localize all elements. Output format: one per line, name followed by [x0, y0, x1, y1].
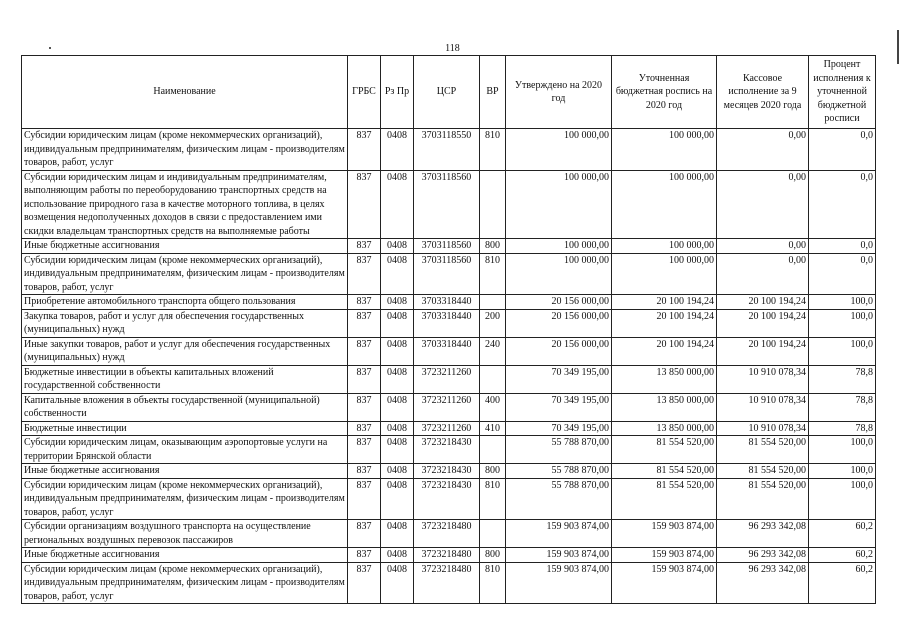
scan-edge-mark	[897, 30, 899, 64]
cell-approved: 159 903 874,00	[506, 520, 612, 548]
cell-revised: 13 850 000,00	[612, 365, 717, 393]
cell-revised: 100 000,00	[612, 253, 717, 295]
cell-rzpr: 0408	[381, 393, 414, 421]
cell-name: Субсидии организациям воздушного транспорта на осуществление региональных воздушных перевозок пассажиров	[22, 520, 348, 548]
table-row	[22, 393, 876, 421]
cell-csr: 3703318440	[414, 309, 480, 337]
cell-approved: 100 000,00	[506, 253, 612, 295]
cell-approved: 159 903 874,00	[506, 562, 612, 604]
cell-name: Иные бюджетные ассигнования	[22, 239, 348, 254]
cell-rzpr: 0408	[381, 421, 414, 436]
table-row	[22, 253, 876, 295]
cell-name: Субсидии юридическим лицам (кроме некоммерческих организаций), индивидуальным предпринимателям, физическим лицам - производителям товаров, работ, услуг	[22, 562, 348, 604]
cell-percent: 0,0	[809, 129, 876, 171]
cell-grbs: 837	[348, 520, 381, 548]
cell-executed: 96 293 342,08	[717, 548, 809, 563]
table-header-row	[22, 56, 876, 129]
cell-percent: 100,0	[809, 337, 876, 365]
table-row	[22, 365, 876, 393]
cell-name: Субсидии юридическим лицам (кроме некоммерческих организаций), индивидуальным предпринимателям, физическим лицам - производителям товаров, работ, услуг	[22, 478, 348, 520]
cell-executed: 96 293 342,08	[717, 562, 809, 604]
cell-revised: 81 554 520,00	[612, 436, 717, 464]
cell-percent: 60,2	[809, 520, 876, 548]
cell-grbs: 837	[348, 464, 381, 479]
cell-revised: 20 100 194,24	[612, 337, 717, 365]
cell-rzpr: 0408	[381, 464, 414, 479]
cell-grbs: 837	[348, 421, 381, 436]
cell-percent: 78,8	[809, 393, 876, 421]
cell-approved: 70 349 195,00	[506, 365, 612, 393]
table-row	[22, 436, 876, 464]
cell-revised: 159 903 874,00	[612, 562, 717, 604]
cell-grbs: 837	[348, 253, 381, 295]
cell-grbs: 837	[348, 170, 381, 239]
cell-executed: 10 910 078,34	[717, 421, 809, 436]
cell-rzpr: 0408	[381, 309, 414, 337]
cell-name: Иные бюджетные ассигнования	[22, 464, 348, 479]
cell-csr: 3703118550	[414, 129, 480, 171]
cell-executed: 20 100 194,24	[717, 295, 809, 310]
cell-executed: 81 554 520,00	[717, 464, 809, 479]
cell-percent: 100,0	[809, 464, 876, 479]
cell-grbs: 837	[348, 365, 381, 393]
table-row	[22, 295, 876, 310]
cell-approved: 55 788 870,00	[506, 478, 612, 520]
cell-grbs: 837	[348, 295, 381, 310]
cell-csr: 3723211260	[414, 421, 480, 436]
table-row	[22, 548, 876, 563]
cell-grbs: 837	[348, 548, 381, 563]
cell-csr: 3703318440	[414, 337, 480, 365]
header-vr: ВР	[480, 56, 506, 129]
cell-name: Приобретение автомобильного транспорта общего пользования	[22, 295, 348, 310]
cell-percent: 100,0	[809, 309, 876, 337]
cell-csr: 3723218480	[414, 562, 480, 604]
cell-grbs: 837	[348, 239, 381, 254]
cell-executed: 96 293 342,08	[717, 520, 809, 548]
cell-csr: 3723218430	[414, 436, 480, 464]
cell-name: Субсидии юридическим лицам и индивидуальным предпринимателям, выполняющим работы по переоборудованию транспортных средств на использование природного газа в качестве моторного топлива, в целях возмещения недополученных доходов в связи с предоставлением ими скидки владельцам транспортных средств на выполняемые работы	[22, 170, 348, 239]
budget-table	[21, 55, 876, 604]
cell-csr: 3723218480	[414, 520, 480, 548]
cell-executed: 20 100 194,24	[717, 309, 809, 337]
cell-vr	[480, 436, 506, 464]
cell-rzpr: 0408	[381, 170, 414, 239]
cell-approved: 55 788 870,00	[506, 464, 612, 479]
cell-executed: 10 910 078,34	[717, 393, 809, 421]
cell-executed: 20 100 194,24	[717, 337, 809, 365]
cell-executed: 0,00	[717, 129, 809, 171]
cell-name: Иные закупки товаров, работ и услуг для обеспечения государственных (муниципальных) нужд	[22, 337, 348, 365]
table-row	[22, 337, 876, 365]
cell-vr: 240	[480, 337, 506, 365]
cell-approved: 20 156 000,00	[506, 309, 612, 337]
cell-csr: 3723218480	[414, 548, 480, 563]
header-name: Наименование	[22, 56, 348, 129]
cell-percent: 100,0	[809, 478, 876, 520]
cell-percent: 100,0	[809, 295, 876, 310]
cell-approved: 70 349 195,00	[506, 393, 612, 421]
cell-revised: 20 100 194,24	[612, 295, 717, 310]
cell-name: Бюджетные инвестиции	[22, 421, 348, 436]
header-csr: ЦСР	[414, 56, 480, 129]
page-number: 118	[445, 43, 460, 54]
header-percent: Процент исполнения к уточненной бюджетной росписи	[809, 56, 876, 129]
cell-vr	[480, 365, 506, 393]
cell-revised: 81 554 520,00	[612, 478, 717, 520]
cell-csr: 3703118560	[414, 253, 480, 295]
cell-percent: 0,0	[809, 239, 876, 254]
cell-revised: 159 903 874,00	[612, 520, 717, 548]
cell-name: Закупка товаров, работ и услуг для обеспечения государственных (муниципальных) нужд	[22, 309, 348, 337]
table-row	[22, 464, 876, 479]
cell-approved: 100 000,00	[506, 129, 612, 171]
cell-rzpr: 0408	[381, 129, 414, 171]
cell-vr: 810	[480, 129, 506, 171]
cell-csr: 3703118560	[414, 170, 480, 239]
cell-approved: 100 000,00	[506, 170, 612, 239]
cell-percent: 78,8	[809, 365, 876, 393]
cell-vr: 800	[480, 464, 506, 479]
table-row	[22, 239, 876, 254]
cell-vr: 810	[480, 562, 506, 604]
cell-percent: 78,8	[809, 421, 876, 436]
cell-csr: 3723218430	[414, 464, 480, 479]
cell-revised: 13 850 000,00	[612, 393, 717, 421]
cell-vr	[480, 295, 506, 310]
cell-approved: 70 349 195,00	[506, 421, 612, 436]
cell-vr: 810	[480, 253, 506, 295]
cell-vr	[480, 520, 506, 548]
header-executed: Кассовое исполнение за 9 месяцев 2020 года	[717, 56, 809, 129]
cell-approved: 20 156 000,00	[506, 295, 612, 310]
cell-revised: 13 850 000,00	[612, 421, 717, 436]
cell-rzpr: 0408	[381, 295, 414, 310]
cell-executed: 0,00	[717, 253, 809, 295]
cell-executed: 0,00	[717, 239, 809, 254]
cell-name: Бюджетные инвестиции в объекты капитальных вложений государственной собственности	[22, 365, 348, 393]
cell-revised: 20 100 194,24	[612, 309, 717, 337]
cell-vr: 400	[480, 393, 506, 421]
cell-approved: 159 903 874,00	[506, 548, 612, 563]
cell-rzpr: 0408	[381, 253, 414, 295]
table-row	[22, 421, 876, 436]
cell-vr: 810	[480, 478, 506, 520]
cell-grbs: 837	[348, 129, 381, 171]
cell-grbs: 837	[348, 562, 381, 604]
cell-percent: 100,0	[809, 436, 876, 464]
cell-grbs: 837	[348, 436, 381, 464]
cell-vr: 800	[480, 548, 506, 563]
cell-revised: 81 554 520,00	[612, 464, 717, 479]
cell-rzpr: 0408	[381, 520, 414, 548]
cell-name: Капитальные вложения в объекты государственной (муниципальной) собственности	[22, 393, 348, 421]
cell-name: Субсидии юридическим лицам, оказывающим аэропортовые услуги на территории Брянской области	[22, 436, 348, 464]
cell-rzpr: 0408	[381, 365, 414, 393]
cell-executed: 0,00	[717, 170, 809, 239]
cell-rzpr: 0408	[381, 239, 414, 254]
table-row	[22, 170, 876, 239]
cell-approved: 55 788 870,00	[506, 436, 612, 464]
cell-csr: 3703318440	[414, 295, 480, 310]
cell-rzpr: 0408	[381, 478, 414, 520]
cell-csr: 3723211260	[414, 365, 480, 393]
cell-executed: 81 554 520,00	[717, 436, 809, 464]
header-revised: Уточненная бюджетная роспись на 2020 год	[612, 56, 717, 129]
table-row	[22, 309, 876, 337]
cell-csr: 3703118560	[414, 239, 480, 254]
cell-revised: 100 000,00	[612, 129, 717, 171]
cell-percent: 0,0	[809, 170, 876, 239]
cell-rzpr: 0408	[381, 548, 414, 563]
cell-grbs: 837	[348, 393, 381, 421]
cell-name: Субсидии юридическим лицам (кроме некоммерческих организаций), индивидуальным предпринимателям, физическим лицам - производителям товаров, работ, услуг	[22, 129, 348, 171]
header-grbs: ГРБС	[348, 56, 381, 129]
cell-executed: 81 554 520,00	[717, 478, 809, 520]
table-row	[22, 562, 876, 604]
cell-grbs: 837	[348, 478, 381, 520]
cell-vr	[480, 170, 506, 239]
header-rzpr: Рз Пр	[381, 56, 414, 129]
cell-rzpr: 0408	[381, 436, 414, 464]
cell-csr: 3723218430	[414, 478, 480, 520]
cell-revised: 100 000,00	[612, 170, 717, 239]
cell-revised: 159 903 874,00	[612, 548, 717, 563]
cell-grbs: 837	[348, 337, 381, 365]
cell-approved: 20 156 000,00	[506, 337, 612, 365]
cell-percent: 60,2	[809, 548, 876, 563]
cell-executed: 10 910 078,34	[717, 365, 809, 393]
header-approved: Утверждено на 2020 год	[506, 56, 612, 129]
table-row	[22, 520, 876, 548]
cell-revised: 100 000,00	[612, 239, 717, 254]
table-row	[22, 129, 876, 171]
cell-name: Субсидии юридическим лицам (кроме некоммерческих организаций), индивидуальным предпринимателям, физическим лицам - производителям товаров, работ, услуг	[22, 253, 348, 295]
cell-rzpr: 0408	[381, 337, 414, 365]
cell-vr: 200	[480, 309, 506, 337]
cell-csr: 3723211260	[414, 393, 480, 421]
cell-percent: 0,0	[809, 253, 876, 295]
cell-vr: 800	[480, 239, 506, 254]
table-row	[22, 478, 876, 520]
cell-approved: 100 000,00	[506, 239, 612, 254]
cell-percent: 60,2	[809, 562, 876, 604]
cell-rzpr: 0408	[381, 562, 414, 604]
cell-name: Иные бюджетные ассигнования	[22, 548, 348, 563]
cell-grbs: 837	[348, 309, 381, 337]
cell-vr: 410	[480, 421, 506, 436]
